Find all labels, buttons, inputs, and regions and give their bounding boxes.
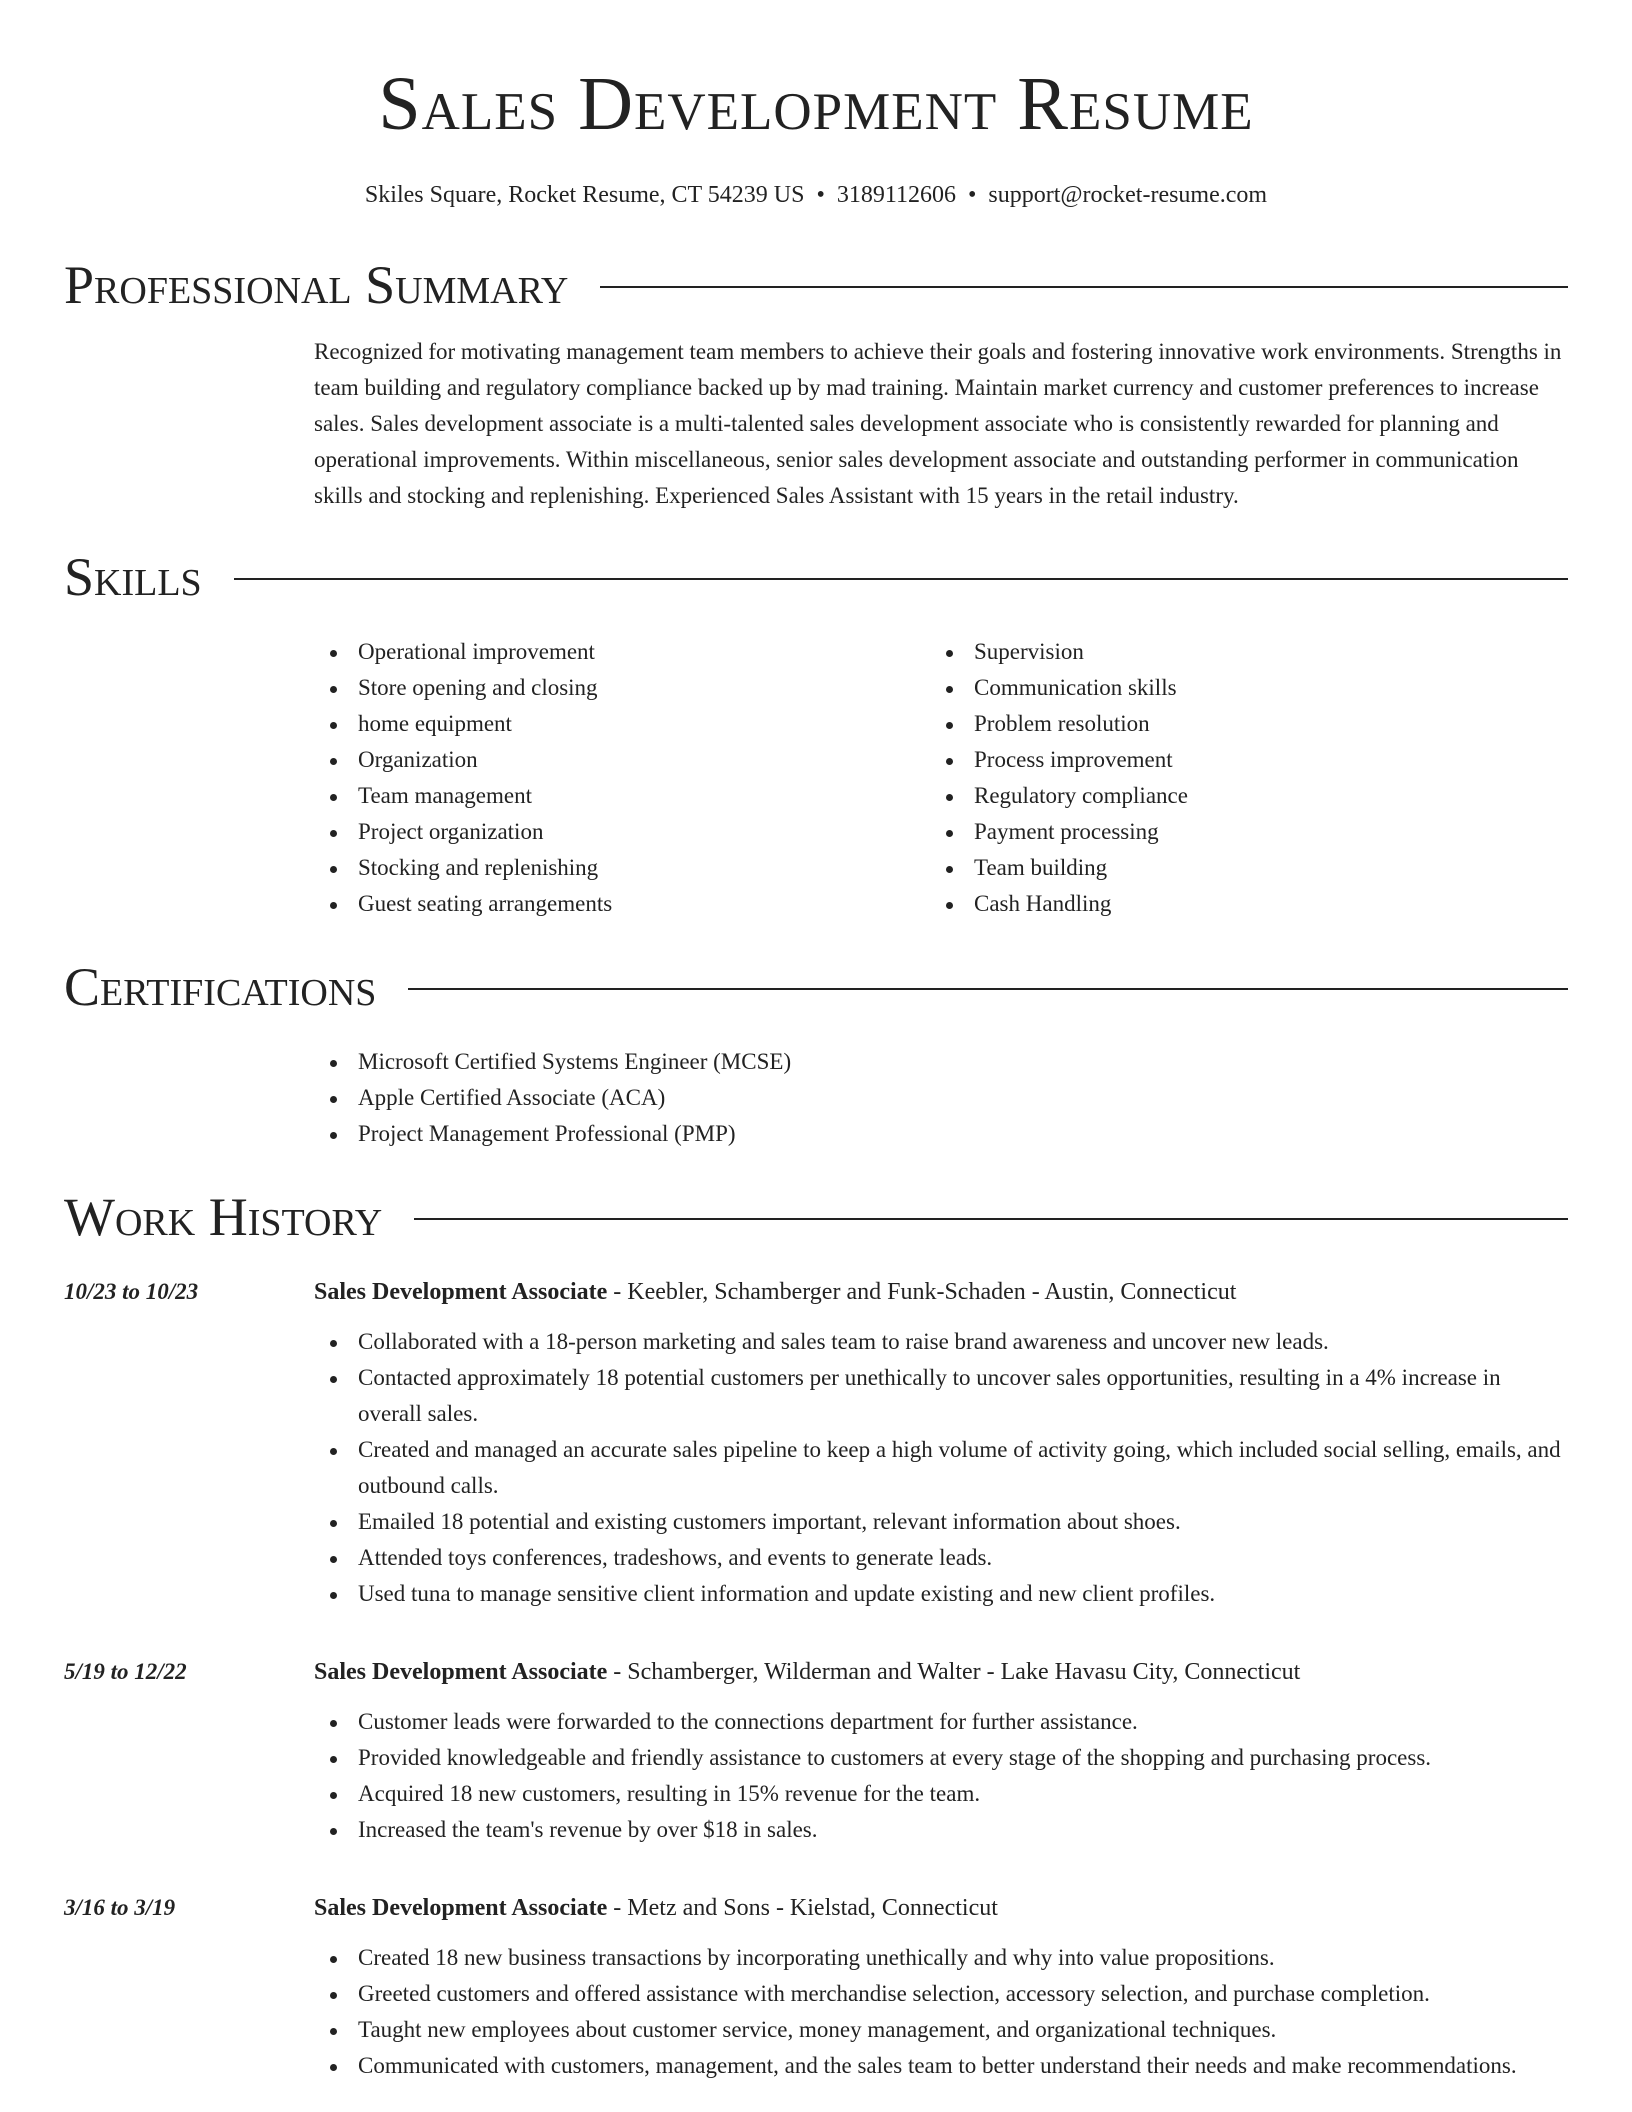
job-bullet: Emailed 18 potential and existing customers important, relevant information about shoes. <box>314 1504 1568 1540</box>
section-divider <box>408 988 1568 990</box>
skill-item: Communication skills <box>930 670 1546 706</box>
job-bullet: Acquired 18 new customers, resulting in 15% revenue for the team. <box>314 1776 1568 1812</box>
job-company-location: - Metz and Sons - Kielstad, Connecticut <box>607 1894 998 1921</box>
resume-title: Sales Development Resume <box>378 62 1254 146</box>
job-dates: 5/19 to 12/22 <box>64 1658 187 1684</box>
skill-item: Organization <box>314 742 930 778</box>
contact-separator: • <box>967 182 977 208</box>
certifications-list <box>314 1044 1568 1152</box>
skill-item: Process improvement <box>930 742 1546 778</box>
job-heading <box>314 1274 1568 1310</box>
job-bullet: Used tuna to manage sensitive client information and update existing and new client profiles. <box>314 1576 1568 1612</box>
job-role: Sales Development Associate <box>314 1894 608 1921</box>
section-title-skills: Skills <box>64 546 202 607</box>
section-divider <box>414 1218 1568 1220</box>
section-divider <box>234 578 1568 580</box>
job-bullet: Communicated with customers, management, and the sales team to better understand their needs and make recommendations. <box>314 2048 1568 2084</box>
skill-item: Operational improvement <box>314 634 930 670</box>
job-company-location: - Keebler, Schamberger and Funk-Schaden - Austin, Connecticut <box>607 1278 1237 1305</box>
section-header <box>64 956 1568 1017</box>
job-bullet: Created and managed an accurate sales pipeline to keep a high volume of activity going, which included social selling, emails, and outbound calls. <box>314 1432 1568 1504</box>
skill-item: Regulatory compliance <box>930 778 1546 814</box>
job-bullet: Greeted customers and offered assistance with merchandise selection, accessory selection, and purchase completion. <box>314 1976 1568 2012</box>
work-history-section <box>64 1186 1568 2084</box>
skill-item: Project organization <box>314 814 930 850</box>
contact-separator: • <box>816 182 825 208</box>
job-bullet: Attended toys conferences, tradeshows, and events to generate leads. <box>314 1540 1568 1576</box>
job-heading <box>314 1890 1568 1926</box>
job-bullets <box>314 1704 1568 1848</box>
skill-item: Stocking and replenishing <box>314 850 930 886</box>
section-header <box>64 546 1568 607</box>
skill-item: Payment processing <box>930 814 1546 850</box>
section-header <box>64 1186 1568 1247</box>
job-heading <box>314 1654 1568 1690</box>
certification-item: Project Management Professional (PMP) <box>314 1116 1568 1152</box>
section-title-summary: Professional Summary <box>64 254 569 315</box>
job-role: Sales Development Associate <box>314 1658 608 1685</box>
job-bullet: Created 18 new business transactions by incorporating unethically and why into value propositions. <box>314 1940 1568 1976</box>
summary-section <box>64 254 1568 514</box>
certification-item: Apple Certified Associate (ACA) <box>314 1080 1568 1116</box>
contact-address: Skiles Square, Rocket Resume, CT 54239 US <box>364 182 805 208</box>
section-header <box>64 254 1568 315</box>
summary-text: Recognized for motivating management team members to achieve their goals and fostering innovative work environments. Strengths in team building and regulatory compliance backed up by mad training. Maintain market currency and customer preferences to increase sales. Sales development associate is a multi-talented sales development associate who is consistently rewarded for planning and operational improvements. Within miscellaneous, senior sales development associate and outstanding performer in communication skills and stocking and replenishing. Experienced Sales Assistant with 15 years in the retail industry. <box>314 338 1562 508</box>
skill-item: Problem resolution <box>930 706 1546 742</box>
certification-item: Microsoft Certified Systems Engineer (MCSE) <box>314 1044 1568 1080</box>
section-title-certifications: Certifications <box>64 956 377 1017</box>
skill-item: Supervision <box>930 634 1546 670</box>
contact-email: support@rocket-resume.com <box>988 182 1268 208</box>
skills-list-right <box>930 634 1546 922</box>
skill-item: Guest seating arrangements <box>314 886 930 922</box>
job-bullet: Customer leads were forwarded to the connections department for further assistance. <box>314 1704 1568 1740</box>
job-company-location: - Schamberger, Wilderman and Walter - Lake Havasu City, Connecticut <box>607 1658 1301 1685</box>
job-bullet: Increased the team's revenue by over $18 in sales. <box>314 1812 1568 1848</box>
skills-section <box>64 546 1568 922</box>
section-title-work-history: Work History <box>64 1186 383 1247</box>
section-divider <box>600 286 1568 288</box>
contact-line <box>64 181 1568 210</box>
job-dates: 10/23 to 10/23 <box>64 1278 199 1304</box>
skill-item: Store opening and closing <box>314 670 930 706</box>
job-role: Sales Development Associate <box>314 1278 608 1305</box>
job-entry <box>64 1890 1568 2084</box>
job-bullet: Taught new employees about customer service, money management, and organizational techniques. <box>314 2012 1568 2048</box>
skills-list-left <box>314 634 930 922</box>
skill-item: Cash Handling <box>930 886 1546 922</box>
job-body <box>314 1890 1568 2084</box>
job-bullet: Collaborated with a 18-person marketing and sales team to raise brand awareness and uncover new leads. <box>314 1324 1568 1360</box>
contact-phone: 3189112606 <box>836 182 956 208</box>
job-body <box>314 1274 1568 1612</box>
skill-item: Team building <box>930 850 1546 886</box>
job-dates: 3/16 to 3/19 <box>64 1894 176 1920</box>
job-body <box>314 1654 1568 1848</box>
skill-item: home equipment <box>314 706 930 742</box>
job-bullets <box>314 1940 1568 2084</box>
job-entry <box>64 1274 1568 1612</box>
job-bullet: Contacted approximately 18 potential customers per unethically to uncover sales opportunities, resulting in a 4% increase in overall sales. <box>314 1360 1568 1432</box>
skill-item: Team management <box>314 778 930 814</box>
skills-grid <box>314 634 1568 922</box>
job-bullet: Provided knowledgeable and friendly assistance to customers at every stage of the shopping and purchasing process. <box>314 1740 1568 1776</box>
job-bullets <box>314 1324 1568 1612</box>
certifications-section <box>64 956 1568 1152</box>
job-entry <box>64 1654 1568 1848</box>
